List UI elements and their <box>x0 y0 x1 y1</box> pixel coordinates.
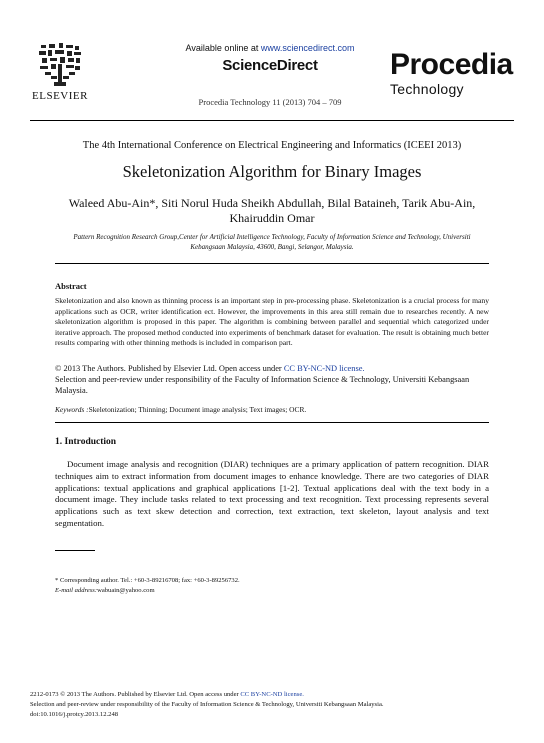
journal-reference: Procedia Technology 11 (2013) 704 – 709 <box>198 97 342 107</box>
email-line <box>55 586 240 596</box>
email-label: E-mail address: <box>55 587 98 594</box>
copyright-text: © 2013 The Authors. Published by Elsevier Ltd. Open access under <box>55 364 284 373</box>
conference-name: The 4th International Conference on Electrical Engineering and Informatics (ICEEI 2013) <box>82 140 462 151</box>
sciencedirect-link[interactable]: www.sciencedirect.com <box>260 43 355 53</box>
affiliation: Pattern Recognition Research Group,Center for Artificial Intelligence Technology, Faculty of Information Science and Technology, Universiti Kebangsaan Malaysia, 43600, Bangi, Selangor, Malaysia. <box>73 233 471 251</box>
availability-line <box>150 43 390 53</box>
procedia-subtitle: Technology <box>390 81 464 97</box>
abstract-top-rule <box>55 263 489 264</box>
bottom-license-link[interactable]: CC BY-NC-ND license. <box>240 691 304 698</box>
availability-text: Available online at <box>185 43 261 53</box>
issn-line <box>30 690 514 700</box>
header-rule <box>30 120 514 121</box>
procedia-logo <box>390 50 515 97</box>
introduction-body <box>55 459 489 530</box>
elsevier-tree-icon <box>37 42 83 88</box>
elsevier-wordmark: ELSEVIER <box>32 90 88 102</box>
peer-review-statement: Selection and peer-review under responsibility of the Faculty of Information Science & Technology, Universiti Kebangsaan Malaysia. <box>55 375 470 395</box>
issn-text: 2212-0173 © 2013 The Authors. Published by Elsevier Ltd. Open access under <box>30 691 241 698</box>
sciencedirect-logo: ScienceDirect <box>222 57 318 74</box>
publication-info <box>30 690 514 721</box>
copyright-line <box>55 363 489 374</box>
paper-title: Skeletonization Algorithm for Binary Images <box>122 162 422 181</box>
keywords-line <box>55 405 489 414</box>
abstract-text: Skeletonization and also known as thinning process is an important step in pre-processing phase. Skeletonization is a crucial process for many applications such as OCR, writer identification ect. However, the improvements in this area still remain due to researches recently. A new skeletonization algorithm is proposed in this paper. The algorithm is combining between parallel and sequential which categorized under iterative approach. The proposed method conducted into experiments of benchmark dataset for evaluation. The result is obtaining much better results comparing with other thinning methods is included in comparison part. <box>55 296 489 348</box>
elsevier-logo <box>30 42 90 104</box>
bottom-peer-review: Selection and peer-review under responsibility of the Faculty of Information Science & Technology, Universiti Kebangsaan Malaysia. <box>30 701 384 709</box>
doi[interactable]: doi:10.1016/j.protcy.2013.12.248 <box>30 711 119 719</box>
license-link[interactable]: CC BY-NC-ND license. <box>283 364 365 373</box>
footnote <box>55 576 240 596</box>
section-heading-introduction: 1. Introduction <box>55 437 117 447</box>
procedia-wordmark: Procedia <box>390 48 513 81</box>
footnote-rule <box>55 550 95 551</box>
introduction-paragraph: Document image analysis and recognition (DIAR) techniques are a primary application of pattern recognition. DIAR techniques aim to extract information from document images to enhance knowledge. There are two categories of DIAR applications: textual applications and graphical applications [1-2]. Textual applications deal with the text body in a document image. They include tasks related to text processing and text recognition. Text processing represents several applications such as text skew detection and correction, text extraction, text skeleton, layout analysis and text segmentation. <box>55 459 489 528</box>
copyright-block <box>55 363 489 396</box>
keywords-label: Keywords : <box>55 405 89 414</box>
email-address[interactable]: wabuain@yahoo.com <box>97 587 155 594</box>
author-list: Waleed Abu-Ain*, Siti Norul Huda Sheikh Abdullah, Bilal Bataineh, Tarik Abu-Ain, Khairuddin Omar <box>68 196 476 225</box>
keywords-text: Skeletonization; Thinning; Document image analysis; Text images; OCR. <box>88 405 307 414</box>
abstract-heading: Abstract <box>55 281 87 291</box>
corresponding-author-note: * Corresponding author. Tel.: +60-3-89216708; fax: +60-3-89256732. <box>55 577 240 584</box>
abstract-bottom-rule <box>55 422 489 423</box>
